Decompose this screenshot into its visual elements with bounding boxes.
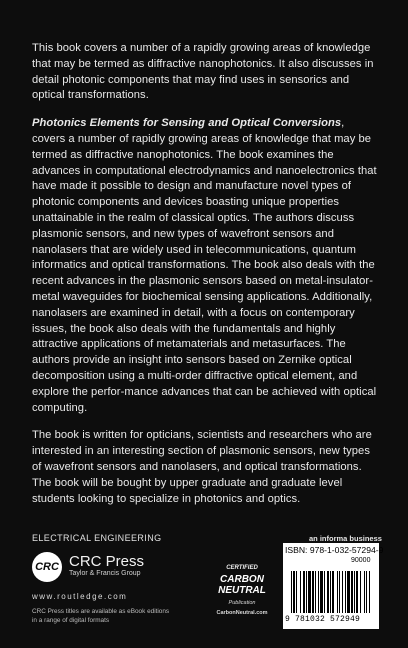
publisher-group: Taylor & Francis Group	[69, 570, 141, 577]
audience-paragraph: The book is written for opticians, scientists and researchers who are interested in an interesting section of plasmonic sensors, new types of wavefront sensors and nanolasers, and optical transformations. The book will be bought by upper graduate and graduate level students looking to specialize in photonics and optics.	[32, 429, 372, 505]
barcode-bar	[291, 571, 292, 613]
back-cover-text	[32, 41, 377, 519]
publisher-logo	[32, 552, 152, 582]
badge-url-text: CarbonNeutral.com	[216, 610, 268, 616]
intro-paragraph: This book covers a number of a rapidly growing areas of knowledge that may be termed as diffractive nanophotonics. It also discusses in detail photonic components that may find uses in sensorics and optical transformations.	[32, 42, 374, 102]
publisher-name: CRC Press	[69, 553, 145, 570]
barcode-bar	[306, 571, 307, 613]
carbon-neutral-badge	[210, 560, 274, 622]
barcode-bar	[318, 571, 319, 613]
barcode-bar	[339, 571, 340, 613]
barcode-bar	[320, 571, 323, 613]
ebook-note-line-2: in a range of digital formats	[32, 616, 110, 624]
carbon-neutral-icon	[210, 560, 274, 622]
ebook-note	[32, 608, 182, 625]
description-text: , covers a number of rapidly growing areas of knowledge that may be termed as diffractive nanophotonics. The book examines the advances in computational electrodynamics and nanoelectronics that have made it possible to design and manufacture novel types of photonic components and devices boasting unique properties unattainable in the realm of classical optics. The authors discuss plasmonic sensors, and new types of wavefront sensors and nanolasers that are widely used in telecommunications, quantum informatics and optical transformations. The book also deals with the recent advances in the plasmonic sensors based on metal-insulator-metal waveguides for biochemical sensing applications. Additionally, nanolasers are examined in detail, with a focus on contemporary issues, the book also deals with the fundamentals and highly attractive applications of metamaterials and metasurfaces. The authors provide an insight into sensors based on Zernike optical decomposition using a multi-order diffractive optical element, and explore the perfor-mance advances that can be achieved with optical computing.	[32, 117, 377, 414]
barcode-bar	[308, 571, 311, 613]
isbn-number: ISBN: 978-1-032-57294-9	[285, 545, 384, 555]
book-title: Photonics Elements for Sensing and Optical Conversions	[32, 117, 342, 130]
barcode-bar	[369, 571, 370, 613]
barcode-bar	[312, 571, 314, 613]
barcode-bar	[337, 571, 338, 613]
barcode-bar	[327, 571, 329, 613]
publisher-website[interactable]: www.routledge.com	[32, 592, 128, 601]
barcode-addon-digits: 90000	[351, 557, 371, 564]
barcode-bar	[345, 571, 346, 613]
barcode-bar	[366, 571, 367, 613]
ebook-note-line-1: CRC Press titles are available as eBook editions	[32, 608, 170, 615]
barcode-bar	[330, 571, 331, 613]
badge-sub-text: Publication	[228, 600, 256, 606]
barcode-bar	[364, 571, 365, 613]
crc-logo-icon: CRC	[32, 552, 62, 582]
description-paragraph	[32, 116, 377, 416]
barcode-bar	[347, 571, 350, 613]
badge-top-text: CERTIFIED	[226, 565, 258, 571]
barcode-bar	[324, 571, 325, 613]
barcode-icon	[289, 571, 373, 613]
barcode-bar	[360, 571, 361, 613]
barcode-bar	[293, 571, 295, 613]
barcode-bar	[332, 571, 334, 613]
badge-neutral-text: NEUTRAL	[218, 585, 266, 596]
informa-tagline: an informa business	[309, 534, 382, 543]
barcode-bar	[300, 571, 301, 613]
barcode-bar	[315, 571, 316, 613]
barcode-bar	[296, 571, 297, 613]
isbn-barcode-box	[283, 543, 384, 629]
subject-category: ELECTRICAL ENGINEERING	[32, 533, 162, 543]
badge-carbon-text: CARBON	[220, 574, 264, 585]
barcode-bar	[354, 571, 355, 613]
barcode-digits: 9 781032 572949	[285, 615, 361, 624]
barcode-bar	[342, 571, 343, 613]
barcode-bar	[351, 571, 353, 613]
barcode-bar	[356, 571, 358, 613]
barcode-bar	[303, 571, 305, 613]
